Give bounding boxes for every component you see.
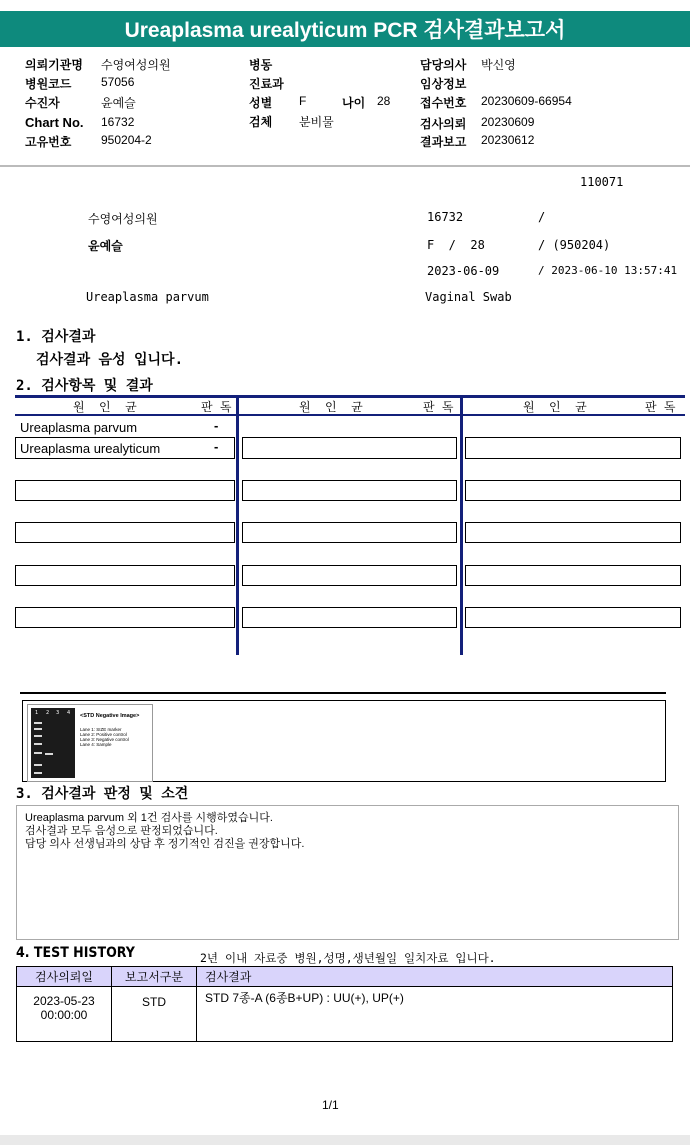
report-title: Ureaplasma urealyticum PCR 검사결과보고서: [0, 11, 690, 47]
gel-photo: [31, 708, 75, 778]
table-row: [15, 480, 235, 501]
findings-line-3: 담당 의사 선생님과의 상담 후 정기적인 검진을 권장합니다.: [25, 838, 305, 850]
section1-heading: 1. 검사결과: [16, 329, 96, 345]
sex-label: 성별: [249, 96, 273, 110]
table-row: [15, 565, 235, 586]
table-row: [465, 437, 681, 459]
history-col-type: 보고서구분: [112, 967, 197, 987]
table-row: [465, 522, 681, 543]
summary-chart: 16732: [427, 210, 464, 224]
lane-1-label: 1: [35, 710, 39, 716]
lane-2-label: 2: [46, 710, 50, 716]
header-divider: [0, 165, 690, 167]
table-row: [242, 480, 457, 501]
table-row: [17, 987, 673, 1042]
summary-code: 110071: [580, 175, 624, 189]
table-row: [242, 522, 457, 543]
summary-date2: / 2023-06-10 13:57:41: [538, 264, 678, 277]
lane-4-label: 4: [67, 710, 71, 716]
marker-band: [34, 752, 42, 754]
age-value: 28: [377, 94, 391, 108]
marker-band: [34, 764, 42, 766]
report-value: 20230612: [481, 133, 535, 147]
table-row: [242, 437, 457, 459]
col-result-1: 판 독: [201, 400, 232, 414]
page-number: 1/1: [322, 1098, 339, 1112]
specimen-label: 검체: [249, 115, 273, 129]
marker-band: [34, 735, 42, 737]
gel-title: <STD Negative Image>: [80, 713, 140, 719]
history-col-result: 검사결과: [197, 967, 673, 987]
summary-slash: /: [538, 210, 546, 224]
specimen-value: 분비물: [299, 115, 334, 129]
ward-label: 병동: [249, 58, 273, 72]
table-row: [465, 565, 681, 586]
table-row: [15, 522, 235, 543]
marker-band: [34, 772, 42, 774]
summary-sex-age: F / 28: [427, 238, 485, 252]
table-row: [465, 607, 681, 628]
summary-birth: / (950204): [538, 238, 611, 252]
gel-legend-3: Lane 3: Negative control: [80, 737, 129, 742]
marker-band: [34, 722, 42, 724]
report-label: 결과보고: [420, 135, 467, 149]
history-time: 00:00:00: [40, 1008, 88, 1022]
marker-band: [34, 743, 42, 745]
header-info: [0, 52, 690, 162]
section4-note: 2년 이내 자료중 병원,성명,생년월일 일치자료 입니다.: [200, 951, 496, 965]
table-row: [242, 565, 457, 586]
institution-label: 의뢰기관명: [25, 58, 83, 72]
summary-specimen: Vaginal Swab: [425, 290, 512, 304]
uid-value: 950204-2: [101, 133, 152, 147]
request-label: 검사의뢰: [420, 117, 467, 131]
sex-value: F: [299, 94, 307, 108]
summary-clinic: 수영여성의원: [88, 212, 158, 226]
table-row: [15, 437, 235, 459]
row1-pathogen: Ureaplasma parvum: [20, 420, 138, 435]
accession-value: 20230609-66954: [481, 94, 572, 108]
row2-result: -: [214, 439, 219, 454]
col-pathogen-3: 원 인 균: [523, 400, 587, 414]
section4-heading: 4. TEST HISTORY: [16, 945, 135, 961]
findings-line-2: 검사결과 모두 음성으로 판정되었습니다.: [25, 825, 218, 837]
accession-label: 접수번호: [420, 96, 467, 110]
table-row: [465, 480, 681, 501]
history-col-date: 검사의뢰일: [17, 967, 112, 987]
request-value: 20230609: [481, 115, 535, 129]
table-row: [242, 607, 457, 628]
chart-label: Chart No.: [25, 115, 84, 130]
gel-legend-4: Lane 4: Sample: [80, 742, 112, 747]
marker-band: [34, 728, 42, 730]
section1-text: 검사결과 음성 입니다.: [36, 352, 184, 368]
col-pathogen-2: 원 인 균: [299, 400, 363, 414]
col-result-3: 판 독: [645, 400, 676, 414]
institution-value: 수영여성의원: [101, 58, 171, 72]
gel-image: [27, 704, 153, 782]
gel-top-rule: [20, 692, 666, 694]
hospcode-value: 57056: [101, 75, 135, 89]
summary-patient: 윤예슬: [88, 239, 123, 253]
findings-line-1: Ureaplasma parvum 외 1건 검사를 시행하였습니다.: [25, 812, 273, 824]
result-grid: [15, 395, 685, 657]
summary-organism: Ureaplasma parvum: [86, 290, 209, 304]
dept-label: 진료과: [249, 77, 284, 91]
history-result: STD 7종-A (6종B+UP) : UU(+), UP(+): [197, 987, 673, 1042]
history-type: STD: [112, 987, 197, 1042]
age-label: 나이: [342, 96, 366, 110]
findings-box: [16, 805, 679, 940]
grid-divider-2: [460, 395, 463, 655]
page-bottom-strip: [0, 1135, 690, 1145]
lane-3-label: 3: [56, 710, 60, 716]
section3-heading: 3. 검사결과 판정 및 소견: [16, 786, 189, 802]
row2-pathogen: Ureaplasma urealyticum: [20, 441, 161, 456]
patient-value: 윤예슬: [101, 96, 136, 110]
row1-result: -: [214, 418, 219, 433]
gel-legend-2: Lane 2: Positive control: [80, 732, 127, 737]
positive-band: [45, 753, 53, 755]
uid-label: 고유번호: [25, 135, 72, 149]
col-result-2: 판 독: [423, 400, 454, 414]
table-row: [15, 607, 235, 628]
summary-date1: 2023-06-09: [427, 264, 500, 278]
history-table: [16, 966, 673, 1042]
gel-panel: [22, 700, 666, 782]
gel-legend-1: Lane 1: SIZE marker: [80, 727, 122, 732]
doctor-label: 담당의사: [420, 58, 467, 72]
doctor-value: 박신영: [481, 58, 516, 72]
clinical-label: 임상정보: [420, 77, 467, 91]
patient-label: 수진자: [25, 96, 60, 110]
history-date-cell: [17, 987, 112, 1042]
chart-value: 16732: [101, 115, 135, 129]
grid-divider-1: [236, 395, 239, 655]
hospcode-label: 병원코드: [25, 77, 72, 91]
col-pathogen-1: 원 인 균: [73, 400, 137, 414]
history-date: 2023-05-23: [33, 994, 95, 1008]
section2-heading: 2. 검사항목 및 결과: [16, 378, 153, 394]
